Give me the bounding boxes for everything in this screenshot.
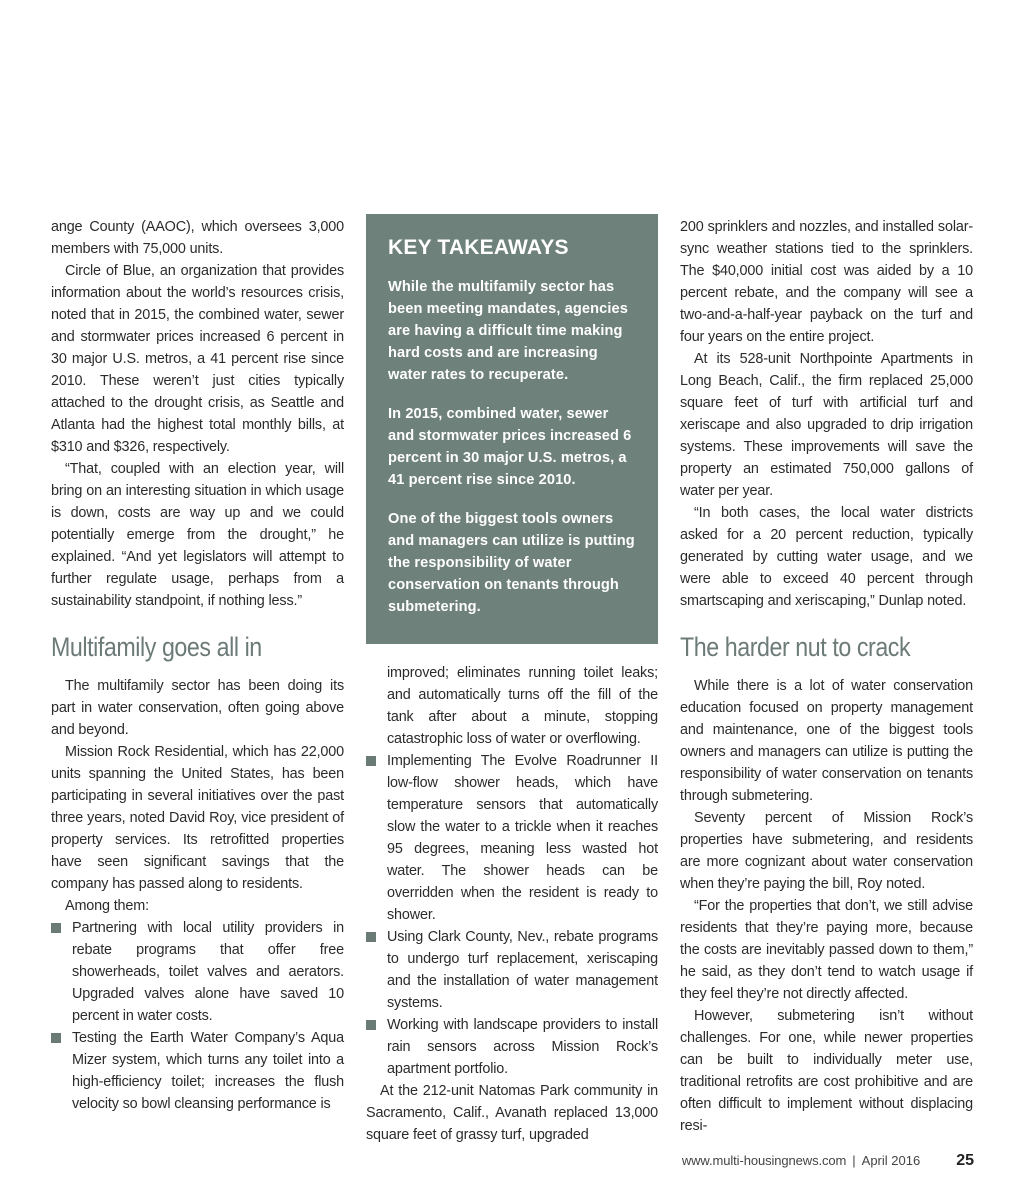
column-2 <box>366 662 658 1146</box>
bullet-square-icon <box>366 756 376 766</box>
section-heading-multifamily: Multifamily goes all in <box>51 632 262 662</box>
bullet-square-icon <box>366 1020 376 1030</box>
column-3 <box>680 216 973 1137</box>
article-paragraph: ange County (AAOC), which oversees 3,000 members with 75,000 units. <box>51 219 344 257</box>
article-paragraph: However, submetering isn’t without challenges. For one, while newer properties can be built to individually meter use, traditional retrofits are cost prohibitive and are often difficult to implement without displacing resi- <box>680 1008 973 1134</box>
article-paragraph: “That, coupled with an election year, will bring on an interesting situation in which usage is down, costs are way up and we could potentially emerge from the drought,” he explained. “And yet legislators will attempt to further regulate usage, perhaps from a sustainability standpoint, if nothing less.” <box>51 461 344 609</box>
article-paragraph: The multifamily sector has been doing its part in water conservation, often going above and beyond. <box>51 678 344 738</box>
page-footer <box>0 1152 974 1172</box>
bullet-square-icon <box>51 1033 61 1043</box>
footer-issue: April 2016 <box>861 1153 921 1168</box>
list-item: Partnering with local utility providers in rebate programs that offer free showerheads, toilet valves and aerators. Upgraded valves alone have saved 10 percent in water costs. <box>51 917 344 1027</box>
list-item: Implementing The Evolve Roadrunner II low-flow shower heads, which have temperature sensors that automatically slow the water to a trickle when it reaches 95 degrees, meaning less wasted hot water. The shower heads can be overridden when the resident is ready to shower. <box>366 750 658 926</box>
page-number: 25 <box>956 1152 974 1169</box>
article-paragraph: Mission Rock Residential, which has 22,000 units spanning the United States, has been participating in several initiatives over the past three years, noted David Roy, vice president of property services. Its retrofitted properties have seen significant savings that the company has passed along to residents. <box>51 744 344 892</box>
bullet-list <box>366 662 658 1080</box>
bullet-list <box>51 917 344 1115</box>
article-paragraph: At the 212-unit Natomas Park community in Sacramento, Calif., Avanath replaced 13,000 square feet of grassy turf, upgraded <box>366 1083 658 1143</box>
key-takeaways-title: KEY TAKEAWAYS <box>388 236 569 259</box>
article-paragraph: “For the properties that don’t, we still advise residents that they’re paying more, because the costs are inevitably passed down to them,” he said, as they don’t tend to watch usage if they feel they’re not directly affected. <box>680 898 973 1002</box>
footer-url: www.multi-housingnews.com <box>681 1153 847 1168</box>
key-takeaway-item: In 2015, combined water, sewer and stormwater prices increased 6 percent in 30 major U.S. metros, a 41 percent rise since 2010. <box>388 406 632 488</box>
article-paragraph: At its 528-unit Northpointe Apartments in Long Beach, Calif., the firm replaced 25,000 square feet of turf with artificial turf and xeriscape and also upgraded to drip irrigation systems. These improvements will save the property an estimated 750,000 gallons of water per year. <box>680 351 973 499</box>
bullet-square-icon <box>366 932 376 942</box>
article-paragraph: Circle of Blue, an organization that provides information about the world’s resources crisis, noted that in 2015, the combined water, sewer and stormwater prices increased 6 percent in 30 major U.S. metros, a 41 percent rise since 2010. These weren’t just cities typically attached to the drought crisis, as Seattle and Atlanta had the highest total monthly bills, at $310 and $326, respectively. <box>51 263 344 455</box>
key-takeaway-item: One of the biggest tools owners and managers can utilize is putting the responsibility of water conservation on tenants through submetering. <box>388 511 635 615</box>
list-item: Working with landscape providers to install rain sensors across Mission Rock’s apartment portfolio. <box>366 1014 658 1080</box>
column-1 <box>51 216 344 1115</box>
article-paragraph: Seventy percent of Mission Rock’s properties have submetering, and residents are more cognizant about water conservation when they’re paying the bill, Roy noted. <box>680 810 973 892</box>
bullet-square-icon <box>51 923 61 933</box>
key-takeaways-box <box>366 214 658 644</box>
article-paragraph: Among them: <box>65 898 149 914</box>
article-paragraph: 200 sprinklers and nozzles, and installed solar-sync weather stations tied to the sprinklers. The $40,000 initial cost was aided by a 10 percent rebate, and the company will see a two-and-a-half-year payback on the turf and four years on the entire project. <box>680 219 973 345</box>
footer-separator: | <box>852 1153 856 1168</box>
key-takeaway-item: While the multifamily sector has been meeting mandates, agencies are having a difficult time making hard costs and are increasing water rates to recuperate. <box>388 279 628 383</box>
article-paragraph: “In both cases, the local water districts asked for a 20 percent reduction, typically generated by cutting water usage, and we were able to exceed 40 percent through smartscaping and xeriscaping,” Dunlap noted. <box>680 505 973 609</box>
article-paragraph: While there is a lot of water conservation education focused on property management and maintenance, one of the biggest tools owners and managers can utilize is putting the responsibility of water conservation on tenants through submetering. <box>680 678 973 804</box>
list-item: Using Clark County, Nev., rebate programs to undergo turf replacement, xeriscaping and the installation of water management systems. <box>366 926 658 1014</box>
list-item: Testing the Earth Water Company’s Aqua Mizer system, which turns any toilet into a high-efficiency toilet; increases the flush velocity so bowl cleansing performance is <box>51 1027 344 1115</box>
section-heading-harder-nut: The harder nut to crack <box>680 632 911 662</box>
list-item-continued: improved; eliminates running toilet leaks; and automatically turns off the fill of the tank after about a minute, stopping catastrophic loss of water or overflowing. <box>387 665 658 747</box>
